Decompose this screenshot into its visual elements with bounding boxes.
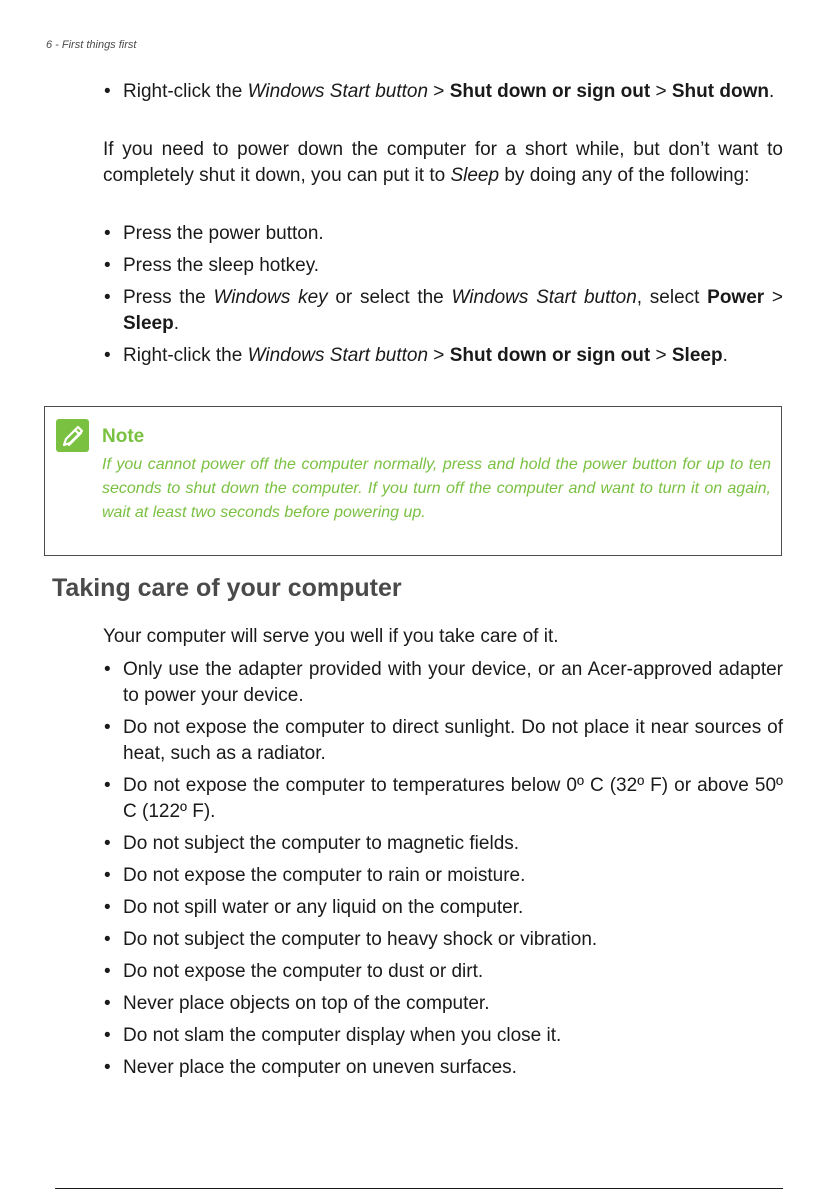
list-item: • Right-click the Windows Start button > Shut down or sign out > Sleep. <box>103 343 783 369</box>
list-item: • Do not subject the computer to heavy shock or vibration. <box>103 927 783 953</box>
list-item: • Press the power button. <box>103 221 783 247</box>
section-title: Taking care of your computer <box>52 574 402 602</box>
list-item: • Right-click the Windows Start button > Shut down or sign out > Shut down. <box>103 79 783 105</box>
sleep-intro-paragraph: If you need to power down the computer for a short while, but don’t want to completely shut it down, you can put it to Sleep by doing any of the following: <box>103 139 783 186</box>
list-item: • Do not subject the computer to magnetic fields. <box>103 831 783 857</box>
note-text: If you cannot power off the computer normally, press and hold the power button for up to ten seconds to shut down the computer. If you turn off the computer and want to turn it on again, wait at least two seconds before powering up. <box>102 456 771 521</box>
list-item: • Never place the computer on uneven surfaces. <box>103 1055 783 1081</box>
list-item: • Do not slam the computer display when you close it. <box>103 1023 783 1049</box>
sleep-list <box>103 221 783 247</box>
shutdown-list <box>103 79 783 105</box>
list-item: • Do not expose the computer to direct sunlight. Do not place it near sources of heat, such as a radiator. <box>103 715 783 767</box>
list-item: • Do not expose the computer to rain or moisture. <box>103 863 783 889</box>
list-item: • Do not spill water or any liquid on the computer. <box>103 895 783 921</box>
page-header: 6 - First things first <box>46 39 137 51</box>
list-item: • Press the sleep hotkey. <box>103 253 783 279</box>
list-item: • Only use the adapter provided with your device, or an Acer-approved adapter to power your device. <box>103 657 783 709</box>
footer-divider <box>55 1188 783 1189</box>
list-item: • Do not expose the computer to temperatures below 0º C (32º F) or above 50º C (122º F). <box>103 773 783 825</box>
pencil-icon <box>56 419 89 452</box>
care-intro: Your computer will serve you well if you take care of it. <box>103 626 559 647</box>
list-item: • Never place objects on top of the computer. <box>103 991 783 1017</box>
note-title: Note <box>102 426 145 447</box>
list-item: • Press the Windows key or select the Windows Start button, select Power > Sleep. <box>103 285 783 337</box>
note-box <box>44 406 782 556</box>
list-item: • Do not expose the computer to dust or dirt. <box>103 959 783 985</box>
